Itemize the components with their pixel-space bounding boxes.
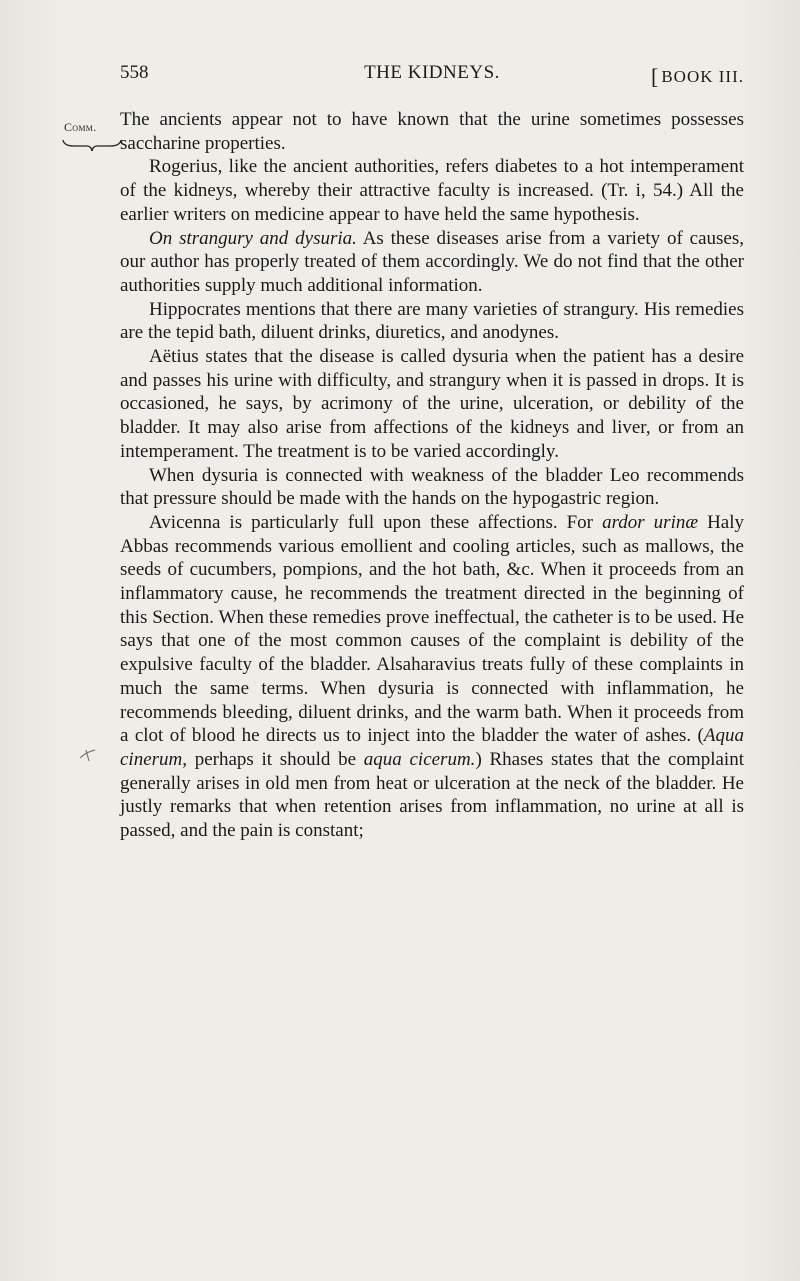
- paragraph: [120, 108, 744, 155]
- curly-brace-icon: [62, 138, 122, 152]
- text-run: The ancients appear not to have known that the urine sometimes possesses saccharine properties.: [120, 109, 744, 154]
- text-run: perhaps it should be: [187, 748, 364, 770]
- text-run: Aëtius states that the disease is called dysuria when the patient has a desire and passes his urine with difficulty, and strangury when it is passed in drops. It is occasioned, he says, by acrimony of the urine, ulceration, or debility of the bladder. It may also arise from affections of the kidneys and liver, or from an intemperament. The treatment is to be varied accordingly.: [120, 346, 744, 462]
- text-run: Avicenna is particularly full upon these affections. For: [149, 511, 603, 533]
- paragraph: [120, 298, 744, 345]
- italic-text: On strangury and dysuria.: [149, 227, 357, 249]
- italic-text: aqua cicerum.: [363, 748, 476, 770]
- paragraph: [120, 464, 744, 511]
- italic-text: Aqua cinerum,: [120, 725, 744, 770]
- text-run: Rogerius, like the ancient authorities, refers diabetes to a hot intemperament of the kidneys, whereby their attractive faculty is increased. (Tr. i, 54.) All the earlier writers on medicine appear to have held the same hypothesis.: [120, 156, 744, 225]
- running-header: [120, 62, 744, 92]
- body-text: [120, 108, 744, 843]
- paragraph: [120, 155, 744, 226]
- italic-text: ardor urinæ: [602, 511, 699, 533]
- text-run: ) Rhases states that the complaint generally arises in old men from heat or ulceration at the neck of the bladder. He justly remarks that when retention arises from inflammation, no urine at all is passed, and the pain is constant;: [120, 748, 744, 842]
- text-run: Haly Abbas recommends various emollient and cooling articles, such as mallows, the seeds of cucumbers, pompions, and the hot bath, &c. When it proceeds from an inflammatory cause, he recommends the treatment directed in the beginning of this Section. When these remedies prove ineffectual, the catheter is to be used. He says that one of the most common causes of the complaint is debility of the expulsive faculty of the bladder. Alsaharavius treats fully of these complaints in much the same terms. When dysuria is connected with inflammation, he recommends bleeding, diluent drinks, and the warm bath. When it proceeds from a clot of blood he directs us to inject into the bladder the water of ashes. (: [120, 511, 745, 747]
- page-number: 558: [120, 62, 149, 83]
- book-reference: [651, 62, 744, 88]
- paragraph: [120, 227, 744, 298]
- commentary-side-label: Comm.: [64, 120, 97, 134]
- text-run: When dysuria is connected with weakness of the bladder Leo recommends that pressure should be made with the hands on the hypogastric region.: [120, 464, 744, 510]
- text-run: Hippocrates mentions that there are many varieties of strangury. His remedies are the tepid bath, diluent drinks, diuretics, and anodynes.: [120, 298, 744, 344]
- running-title: THE KIDNEYS.: [364, 62, 500, 83]
- pencil-mark-icon: [78, 744, 98, 764]
- opening-bracket: [: [651, 64, 660, 89]
- text-run: As these diseases arise from a variety of causes, our author has properly treated of them accordingly. We do not find that the other authorities supply much additional information.: [120, 227, 745, 296]
- paragraph: [120, 345, 744, 464]
- paragraph: [120, 511, 744, 843]
- book-label: BOOK III.: [661, 67, 744, 86]
